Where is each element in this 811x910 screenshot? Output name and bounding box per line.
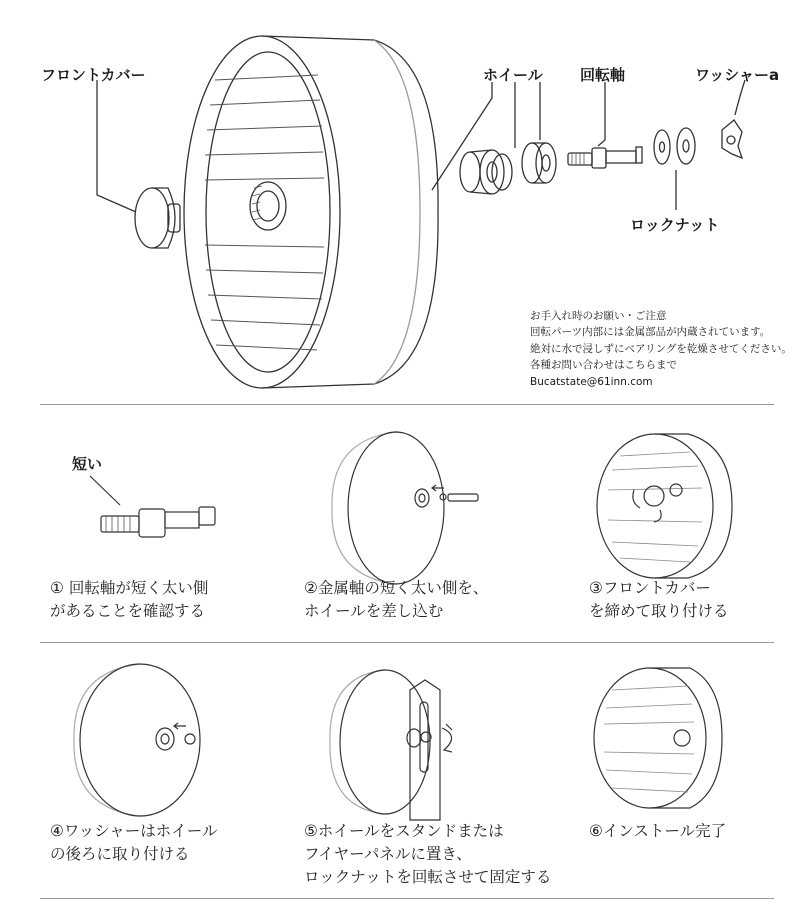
notice-line: お手入れ時のお願い・ご注意 — [530, 310, 667, 322]
label-shaft: 回転軸 — [580, 66, 626, 84]
caption-line: ① 回転軸が短く太い側 — [50, 579, 209, 597]
caption-line: ②金属軸の短く太い側を、 — [304, 579, 489, 597]
notice-line: 絶対に水で浸しずにベアリングを乾燥させてください。 — [530, 342, 792, 355]
caption-line: ④ワッシャーはホイール — [50, 822, 218, 840]
step6-complete-wheel-illustration — [594, 668, 722, 808]
step4-wheel-illustration — [74, 664, 200, 816]
notice-email: Bucatstate@61inn.com — [530, 375, 653, 388]
caption-line: ⑥インストール完了 — [589, 822, 727, 840]
caption-line: ホイールを差し込む — [304, 602, 444, 620]
notice-line: 回転パーツ内部には金属部品が内蔵されています。 — [530, 326, 771, 339]
notice-line: 各種お問い合わせはこちらまで — [530, 359, 677, 372]
label-short: 短い — [72, 455, 103, 473]
label-lock-nut: ロックナット — [630, 216, 720, 234]
divider — [40, 898, 774, 899]
caption-line: があることを確認する — [50, 602, 206, 620]
step-4-caption — [50, 820, 218, 866]
caption-line: ロックナットを回転させて固定する — [304, 868, 552, 886]
label-washer-a: ワッシャーa — [695, 66, 780, 84]
label-wheel: ホイール — [483, 66, 543, 84]
step-6-caption — [589, 820, 726, 843]
caption-line: フイヤーパネルに置き、 — [304, 845, 472, 863]
label-front-cover: フロントカバー — [41, 66, 146, 84]
caption-line: ③フロントカバー — [589, 579, 711, 597]
caption-line: の後ろに取り付ける — [50, 845, 190, 863]
step-5-caption — [304, 820, 551, 889]
caption-line: ⑤ホイールをスタンドまたは — [304, 822, 504, 840]
step5-wheel-on-stand-illustration — [330, 670, 452, 820]
caption-line: を締めて取り付ける — [589, 602, 729, 620]
